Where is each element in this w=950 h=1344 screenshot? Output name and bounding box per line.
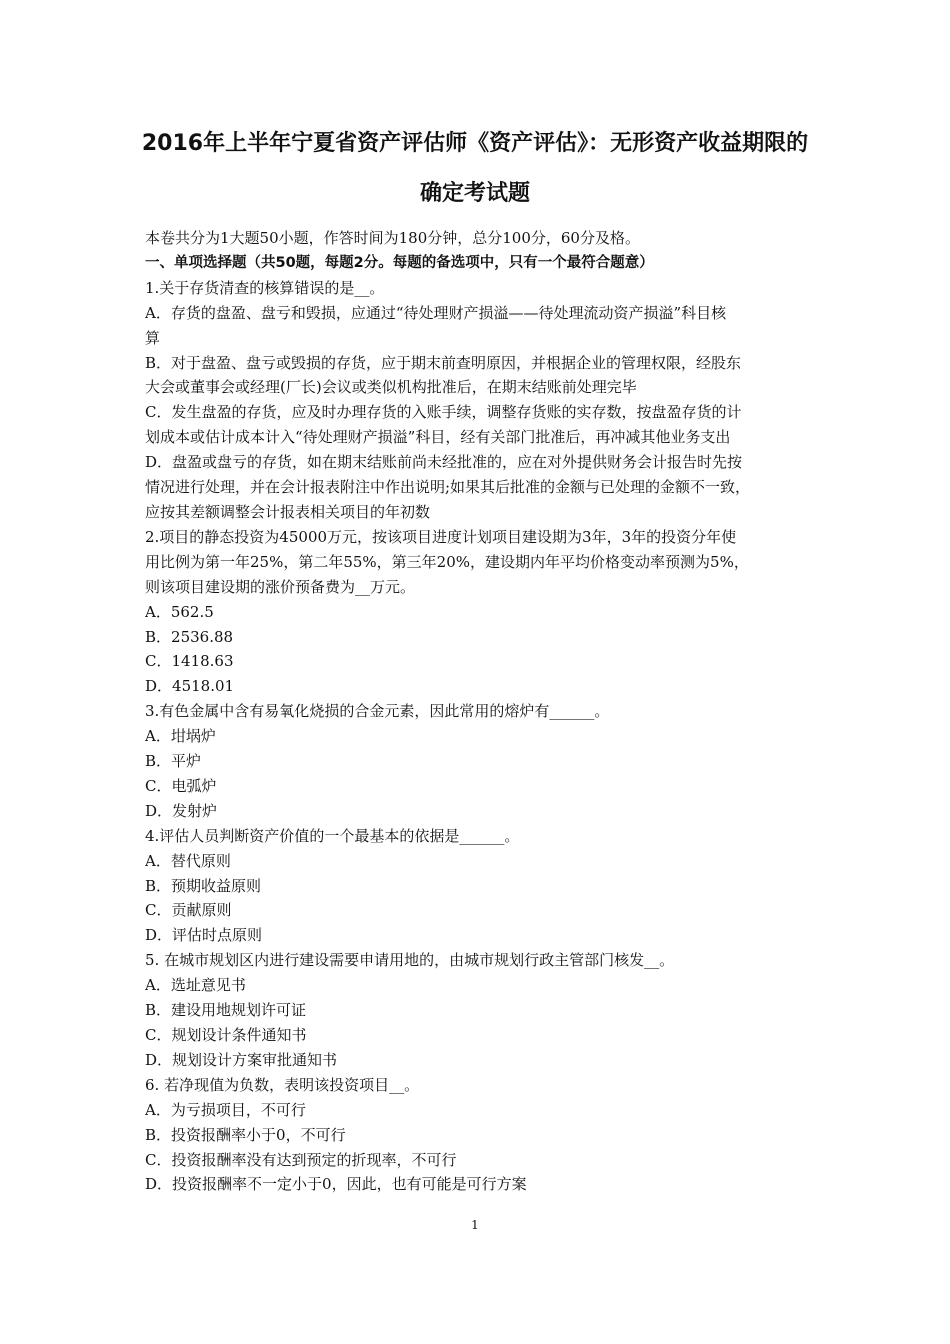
text-line: A．替代原则 <box>145 851 231 870</box>
document-title-line-2: 确定考试题 <box>419 181 530 206</box>
document-title-line-1: 2016年上半年宁夏省资产评估师《资产评估》：无形资产收益期限的 <box>141 131 809 156</box>
document-body <box>145 226 813 1197</box>
text-line: 大会或董事会或经理(厂长)会议或类似机构批准后，在期末结账前处理完毕 <box>145 378 637 397</box>
text-line: 则该项目建设期的涨价预备费为__万元。 <box>145 577 416 596</box>
text-line: B．建设用地规划许可证 <box>145 1001 307 1020</box>
text-line: B．预期收益原则 <box>145 876 262 895</box>
text-line: 3.有色金属中含有易氧化烧损的合金元素，因此常用的熔炉有______。 <box>145 702 610 721</box>
text-line: C．规划设计条件通知书 <box>145 1026 307 1044</box>
text-line: C．发生盘盈的存货，应及时办理存货的入账手续，调整存货账的实存数，按盘盈存货的计 <box>145 403 742 422</box>
text-line: D．评估时点原则 <box>145 926 263 945</box>
text-line: C．电弧炉 <box>145 776 217 795</box>
text-line: B．投资报酬率小于0，不可行 <box>145 1125 346 1144</box>
text-line: C．投资报酬率没有达到预定的折现率，不可行 <box>145 1150 457 1169</box>
text-line: 1.关于存货清查的核算错误的是__。 <box>145 278 385 297</box>
text-line: 情况进行处理，并在会计报表附注中作出说明;如果其后批准的金额与已处理的金额不一致， <box>145 478 751 497</box>
section-heading: 一、单项选择题（共50题，每题2分。每题的备选项中，只有一个最符合题意） <box>145 254 654 271</box>
text-line: C．1418.63 <box>145 652 234 671</box>
text-line: 4.评估人员判断资产价值的一个最基本的依据是______。 <box>145 826 520 845</box>
exam-intro: 本卷共分为1大题50小题，作答时间为180分钟，总分100分，60分及格。 <box>145 229 640 247</box>
text-line: D．盘盈或盘亏的存货，如在期末结账前尚未经批准的，应在对外提供财务会计报告时先按 <box>145 453 743 472</box>
page-number: 1 <box>471 1218 479 1232</box>
text-line: A．存货的盘盈、盘亏和毁损，应通过“待处理财产损溢——待处理流动资产损溢”科目核 <box>145 303 727 322</box>
text-line: 划成本或估计成本计入“待处理财产损溢”科目，经有关部门批准后，再冲减其他业务支出 <box>145 428 731 447</box>
text-line: 应按其差额调整会计报表相关项目的年初数 <box>145 502 431 521</box>
text-line: 用比例为第一年25%，第二年55%，第三年20%，建设期内年平均价格变动率预测为5%， <box>145 552 749 571</box>
text-line: 5. 在城市规划区内进行建设需要申请用地的，由城市规划行政主管部门核发__。 <box>145 951 675 970</box>
text-line: B．2536.88 <box>145 627 234 646</box>
text-line: 2.项目的静态投资为45000万元，按该项目进度计划项目建设期为3年，3年的投资分年使 <box>145 527 737 546</box>
text-line: D．发射炉 <box>145 801 218 820</box>
text-line: A．坩埚炉 <box>145 727 216 746</box>
text-line: C．贡献原则 <box>145 901 232 920</box>
text-line: A．选址意见书 <box>145 976 246 995</box>
text-line: 算 <box>145 328 161 347</box>
text-line: D．规划设计方案审批通知书 <box>145 1050 338 1069</box>
text-line: D．4518.01 <box>145 677 235 696</box>
text-line: A．562.5 <box>145 602 214 621</box>
text-line: A．为亏损项目，不可行 <box>145 1100 306 1119</box>
question-list <box>145 276 813 1198</box>
text-line: D．投资报酬率不一定小于0，因此，也有可能是可行方案 <box>145 1175 527 1194</box>
text-line: B．对于盘盈、盘亏或毁损的存货，应于期末前查明原因，并根据企业的管理权限，经股东 <box>145 353 742 372</box>
text-line: B．平炉 <box>145 752 202 771</box>
text-line: 6. 若净现值为负数，表明该投资项目__。 <box>145 1075 420 1094</box>
